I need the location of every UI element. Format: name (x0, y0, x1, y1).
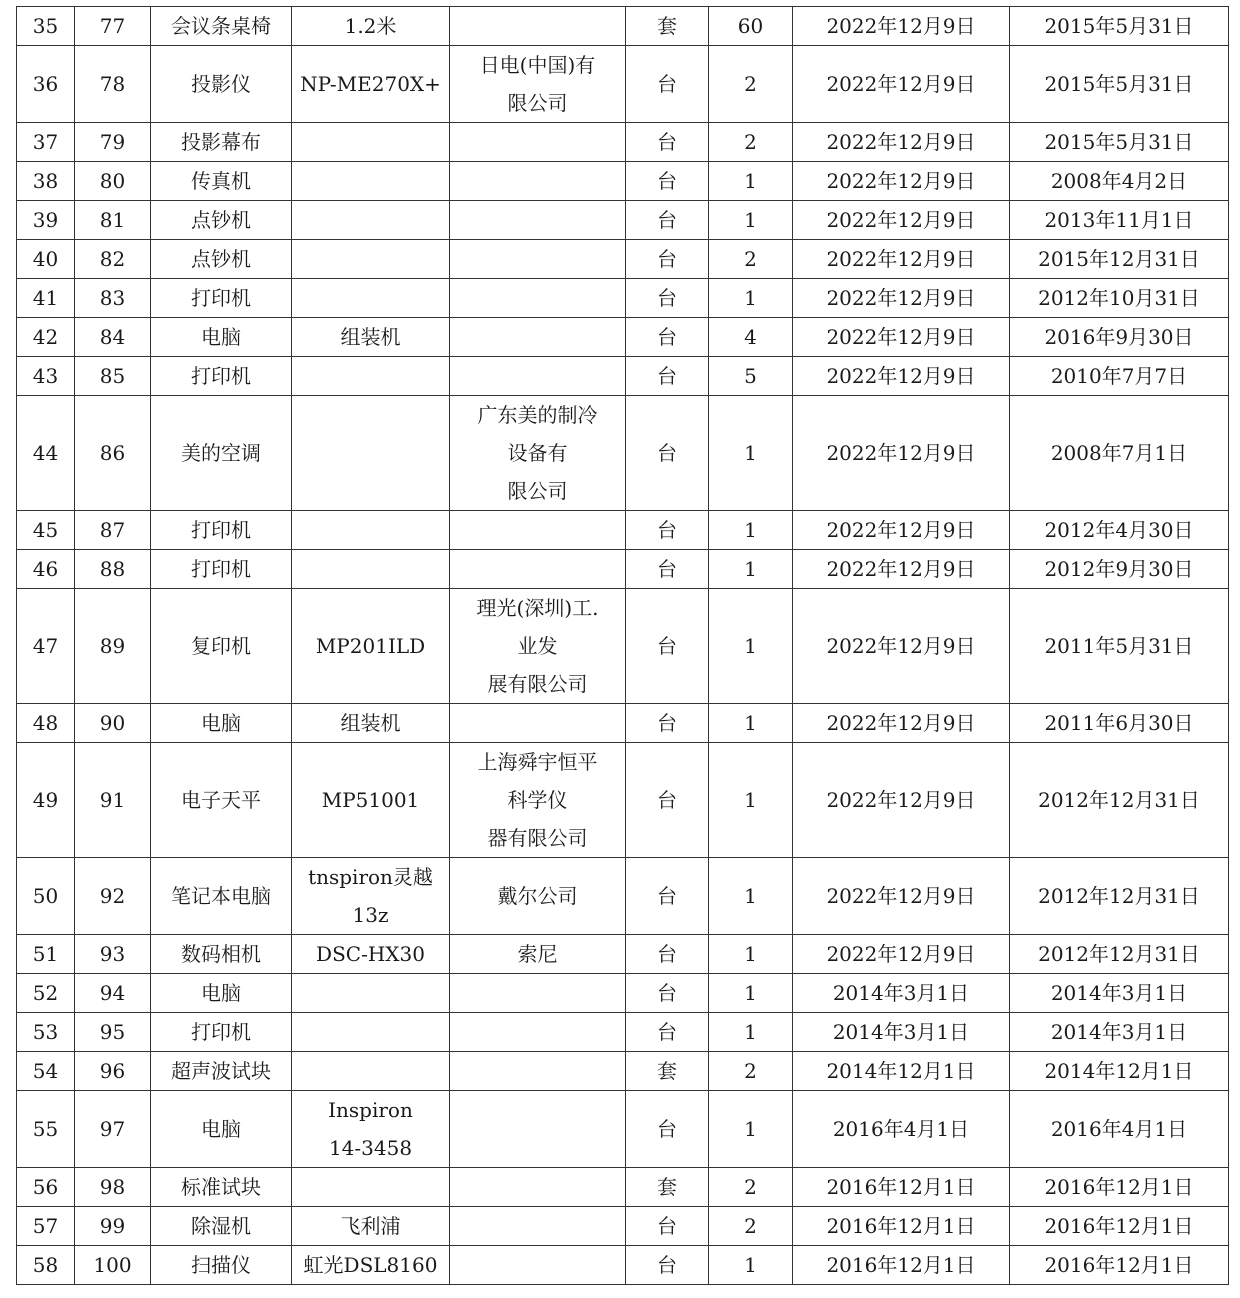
row-purchase-date-cell: 2012年12月31日 (1010, 858, 1229, 935)
row-quantity-cell: 1 (709, 1013, 793, 1052)
row-unit-cell: 台 (626, 279, 709, 318)
row-quantity-cell: 1 (709, 1246, 793, 1285)
row-maker-cell (450, 1052, 626, 1091)
row-model-cell: NP-ME270X+ (292, 46, 450, 123)
row-model-cell (292, 550, 450, 589)
row-model-cell (292, 279, 450, 318)
row-unit-cell: 台 (626, 1246, 709, 1285)
row-date-cell: 2014年3月1日 (793, 974, 1010, 1013)
row-purchase-date-cell: 2015年12月31日 (1010, 240, 1229, 279)
row-purchase-date-cell: 2016年12月1日 (1010, 1246, 1229, 1285)
row-name-cell: 传真机 (151, 162, 292, 201)
row-maker-cell (450, 1013, 626, 1052)
row-model-cell (292, 357, 450, 396)
table-row (17, 201, 1229, 240)
row-maker-cell: 索尼 (450, 935, 626, 974)
row-date-cell: 2022年12月9日 (793, 589, 1010, 704)
row-seq-cell: 58 (17, 1246, 75, 1285)
row-quantity-cell: 1 (709, 589, 793, 704)
row-seq-cell: 47 (17, 589, 75, 704)
row-purchase-date-cell: 2015年5月31日 (1010, 46, 1229, 123)
row-unit-cell: 台 (626, 162, 709, 201)
row-unit-cell: 台 (626, 974, 709, 1013)
row-seq-cell: 49 (17, 743, 75, 858)
row-maker-cell (450, 7, 626, 46)
row-purchase-date-cell: 2012年12月31日 (1010, 743, 1229, 858)
row-number-cell: 82 (75, 240, 151, 279)
row-purchase-date-cell: 2011年5月31日 (1010, 589, 1229, 704)
row-name-cell: 打印机 (151, 1013, 292, 1052)
row-seq-cell: 39 (17, 201, 75, 240)
row-name-cell: 除湿机 (151, 1207, 292, 1246)
row-purchase-date-cell: 2013年11月1日 (1010, 201, 1229, 240)
row-number-cell: 88 (75, 550, 151, 589)
table-row (17, 858, 1229, 935)
asset-table (16, 6, 1229, 1285)
table-row (17, 1168, 1229, 1207)
row-seq-cell: 52 (17, 974, 75, 1013)
row-quantity-cell: 1 (709, 279, 793, 318)
row-name-cell: 打印机 (151, 279, 292, 318)
row-date-cell: 2014年3月1日 (793, 1013, 1010, 1052)
row-model-cell (292, 201, 450, 240)
row-seq-cell: 35 (17, 7, 75, 46)
row-date-cell: 2016年12月1日 (793, 1246, 1010, 1285)
row-unit-cell: 台 (626, 550, 709, 589)
row-quantity-cell: 2 (709, 46, 793, 123)
row-purchase-date-cell: 2012年12月31日 (1010, 935, 1229, 974)
row-quantity-cell: 4 (709, 318, 793, 357)
row-name-cell: 电脑 (151, 704, 292, 743)
row-number-cell: 78 (75, 46, 151, 123)
row-maker-cell (450, 357, 626, 396)
row-model-cell: 1.2米 (292, 7, 450, 46)
row-unit-cell: 台 (626, 935, 709, 974)
row-unit-cell: 台 (626, 589, 709, 704)
row-name-cell: 数码相机 (151, 935, 292, 974)
row-number-cell: 79 (75, 123, 151, 162)
row-maker-cell: 广东美的制冷 设备有 限公司 (450, 396, 626, 511)
row-name-cell: 点钞机 (151, 240, 292, 279)
row-maker-cell: 理光(深圳)工. 业发 展有限公司 (450, 589, 626, 704)
row-number-cell: 85 (75, 357, 151, 396)
row-name-cell: 投影幕布 (151, 123, 292, 162)
row-purchase-date-cell: 2016年9月30日 (1010, 318, 1229, 357)
row-seq-cell: 37 (17, 123, 75, 162)
row-maker-cell (450, 201, 626, 240)
row-date-cell: 2022年12月9日 (793, 240, 1010, 279)
row-model-cell: 组装机 (292, 318, 450, 357)
row-quantity-cell: 2 (709, 1052, 793, 1091)
row-number-cell: 96 (75, 1052, 151, 1091)
row-number-cell: 90 (75, 704, 151, 743)
row-seq-cell: 48 (17, 704, 75, 743)
row-purchase-date-cell: 2012年4月30日 (1010, 511, 1229, 550)
row-unit-cell: 台 (626, 858, 709, 935)
row-date-cell: 2014年12月1日 (793, 1052, 1010, 1091)
row-purchase-date-cell: 2015年5月31日 (1010, 7, 1229, 46)
row-number-cell: 98 (75, 1168, 151, 1207)
row-quantity-cell: 2 (709, 1168, 793, 1207)
row-quantity-cell: 5 (709, 357, 793, 396)
row-purchase-date-cell: 2014年12月1日 (1010, 1052, 1229, 1091)
row-maker-cell (450, 550, 626, 589)
row-unit-cell: 台 (626, 318, 709, 357)
row-quantity-cell: 2 (709, 123, 793, 162)
row-number-cell: 86 (75, 396, 151, 511)
row-quantity-cell: 1 (709, 704, 793, 743)
row-quantity-cell: 2 (709, 1207, 793, 1246)
row-number-cell: 89 (75, 589, 151, 704)
row-name-cell: 打印机 (151, 550, 292, 589)
row-number-cell: 92 (75, 858, 151, 935)
table-row (17, 974, 1229, 1013)
table-row (17, 1091, 1229, 1168)
row-number-cell: 91 (75, 743, 151, 858)
row-quantity-cell: 60 (709, 7, 793, 46)
row-date-cell: 2022年12月9日 (793, 46, 1010, 123)
row-unit-cell: 套 (626, 7, 709, 46)
row-seq-cell: 56 (17, 1168, 75, 1207)
row-date-cell: 2022年12月9日 (793, 123, 1010, 162)
row-date-cell: 2022年12月9日 (793, 511, 1010, 550)
row-date-cell: 2022年12月9日 (793, 743, 1010, 858)
row-quantity-cell: 1 (709, 858, 793, 935)
row-purchase-date-cell: 2010年7月7日 (1010, 357, 1229, 396)
row-date-cell: 2016年12月1日 (793, 1207, 1010, 1246)
row-maker-cell (450, 704, 626, 743)
row-date-cell: 2022年12月9日 (793, 550, 1010, 589)
row-name-cell: 电脑 (151, 318, 292, 357)
table-row (17, 1013, 1229, 1052)
row-number-cell: 99 (75, 1207, 151, 1246)
row-maker-cell (450, 279, 626, 318)
table-row (17, 589, 1229, 704)
row-model-cell (292, 162, 450, 201)
row-number-cell: 77 (75, 7, 151, 46)
row-maker-cell (450, 511, 626, 550)
row-date-cell: 2022年12月9日 (793, 201, 1010, 240)
row-purchase-date-cell: 2016年12月1日 (1010, 1168, 1229, 1207)
table-row (17, 46, 1229, 123)
row-number-cell: 94 (75, 974, 151, 1013)
row-name-cell: 笔记本电脑 (151, 858, 292, 935)
row-model-cell (292, 1013, 450, 1052)
table-row (17, 1207, 1229, 1246)
row-purchase-date-cell: 2016年4月1日 (1010, 1091, 1229, 1168)
table-row (17, 935, 1229, 974)
table-row (17, 279, 1229, 318)
row-seq-cell: 55 (17, 1091, 75, 1168)
row-maker-cell (450, 1168, 626, 1207)
row-name-cell: 扫描仪 (151, 1246, 292, 1285)
row-number-cell: 81 (75, 201, 151, 240)
row-unit-cell: 台 (626, 123, 709, 162)
row-number-cell: 83 (75, 279, 151, 318)
row-purchase-date-cell: 2008年7月1日 (1010, 396, 1229, 511)
row-maker-cell: 戴尔公司 (450, 858, 626, 935)
table-row (17, 1052, 1229, 1091)
row-quantity-cell: 1 (709, 511, 793, 550)
table-row (17, 396, 1229, 511)
row-maker-cell (450, 1207, 626, 1246)
row-name-cell: 复印机 (151, 589, 292, 704)
row-name-cell: 点钞机 (151, 201, 292, 240)
row-date-cell: 2022年12月9日 (793, 7, 1010, 46)
row-model-cell: tnspiron灵越 13z (292, 858, 450, 935)
row-name-cell: 电脑 (151, 1091, 292, 1168)
row-name-cell: 会议条桌椅 (151, 7, 292, 46)
row-seq-cell: 51 (17, 935, 75, 974)
table-row (17, 318, 1229, 357)
row-seq-cell: 45 (17, 511, 75, 550)
row-date-cell: 2022年12月9日 (793, 858, 1010, 935)
row-maker-cell (450, 123, 626, 162)
table-row (17, 357, 1229, 396)
row-date-cell: 2022年12月9日 (793, 162, 1010, 201)
row-model-cell (292, 974, 450, 1013)
row-name-cell: 标准试块 (151, 1168, 292, 1207)
row-name-cell: 美的空调 (151, 396, 292, 511)
table-row (17, 162, 1229, 201)
row-purchase-date-cell: 2008年4月2日 (1010, 162, 1229, 201)
table-row (17, 123, 1229, 162)
row-model-cell: Inspiron 14-3458 (292, 1091, 450, 1168)
row-seq-cell: 54 (17, 1052, 75, 1091)
row-unit-cell: 台 (626, 704, 709, 743)
row-maker-cell (450, 1091, 626, 1168)
asset-table-sheet (16, 6, 1228, 1285)
table-row (17, 7, 1229, 46)
row-model-cell (292, 511, 450, 550)
row-model-cell (292, 240, 450, 279)
row-maker-cell (450, 318, 626, 357)
row-quantity-cell: 1 (709, 974, 793, 1013)
row-quantity-cell: 1 (709, 201, 793, 240)
row-date-cell: 2016年4月1日 (793, 1091, 1010, 1168)
row-purchase-date-cell: 2015年5月31日 (1010, 123, 1229, 162)
row-quantity-cell: 1 (709, 396, 793, 511)
row-model-cell (292, 396, 450, 511)
row-number-cell: 80 (75, 162, 151, 201)
row-date-cell: 2022年12月9日 (793, 357, 1010, 396)
row-unit-cell: 台 (626, 396, 709, 511)
table-row (17, 511, 1229, 550)
row-quantity-cell: 1 (709, 550, 793, 589)
row-seq-cell: 40 (17, 240, 75, 279)
row-number-cell: 84 (75, 318, 151, 357)
table-row (17, 240, 1229, 279)
row-name-cell: 电脑 (151, 974, 292, 1013)
table-row (17, 1246, 1229, 1285)
row-model-cell (292, 1052, 450, 1091)
row-number-cell: 87 (75, 511, 151, 550)
row-name-cell: 打印机 (151, 357, 292, 396)
row-unit-cell: 套 (626, 1052, 709, 1091)
row-seq-cell: 50 (17, 858, 75, 935)
row-unit-cell: 台 (626, 357, 709, 396)
row-seq-cell: 53 (17, 1013, 75, 1052)
row-quantity-cell: 1 (709, 935, 793, 974)
row-date-cell: 2022年12月9日 (793, 704, 1010, 743)
row-seq-cell: 42 (17, 318, 75, 357)
row-number-cell: 95 (75, 1013, 151, 1052)
row-quantity-cell: 1 (709, 162, 793, 201)
row-quantity-cell: 2 (709, 240, 793, 279)
row-seq-cell: 41 (17, 279, 75, 318)
row-unit-cell: 台 (626, 201, 709, 240)
row-name-cell: 超声波试块 (151, 1052, 292, 1091)
row-unit-cell: 台 (626, 1207, 709, 1246)
row-name-cell: 电子天平 (151, 743, 292, 858)
row-quantity-cell: 1 (709, 1091, 793, 1168)
row-name-cell: 投影仪 (151, 46, 292, 123)
row-model-cell: DSC-HX30 (292, 935, 450, 974)
row-date-cell: 2016年12月1日 (793, 1168, 1010, 1207)
row-purchase-date-cell: 2014年3月1日 (1010, 974, 1229, 1013)
row-maker-cell (450, 162, 626, 201)
table-row (17, 743, 1229, 858)
row-model-cell: 飞利浦 (292, 1207, 450, 1246)
row-seq-cell: 38 (17, 162, 75, 201)
row-purchase-date-cell: 2011年6月30日 (1010, 704, 1229, 743)
row-number-cell: 97 (75, 1091, 151, 1168)
row-maker-cell (450, 974, 626, 1013)
row-date-cell: 2022年12月9日 (793, 396, 1010, 511)
row-model-cell (292, 1168, 450, 1207)
row-seq-cell: 44 (17, 396, 75, 511)
row-unit-cell: 台 (626, 1013, 709, 1052)
table-row (17, 550, 1229, 589)
row-date-cell: 2022年12月9日 (793, 279, 1010, 318)
row-date-cell: 2022年12月9日 (793, 318, 1010, 357)
row-number-cell: 93 (75, 935, 151, 974)
row-model-cell: MP51001 (292, 743, 450, 858)
row-seq-cell: 43 (17, 357, 75, 396)
row-unit-cell: 台 (626, 46, 709, 123)
row-purchase-date-cell: 2012年10月31日 (1010, 279, 1229, 318)
asset-table-body (17, 7, 1229, 1285)
row-maker-cell: 日电(中国)有 限公司 (450, 46, 626, 123)
row-date-cell: 2022年12月9日 (793, 935, 1010, 974)
row-unit-cell: 套 (626, 1168, 709, 1207)
table-row (17, 704, 1229, 743)
row-maker-cell (450, 1246, 626, 1285)
row-unit-cell: 台 (626, 511, 709, 550)
row-name-cell: 打印机 (151, 511, 292, 550)
row-seq-cell: 36 (17, 46, 75, 123)
row-model-cell: 虹光DSL8160 (292, 1246, 450, 1285)
row-model-cell: MP201ILD (292, 589, 450, 704)
row-unit-cell: 台 (626, 743, 709, 858)
row-seq-cell: 46 (17, 550, 75, 589)
row-seq-cell: 57 (17, 1207, 75, 1246)
row-maker-cell: 上海舜宇恒平 科学仪 器有限公司 (450, 743, 626, 858)
row-unit-cell: 台 (626, 240, 709, 279)
row-number-cell: 100 (75, 1246, 151, 1285)
row-unit-cell: 台 (626, 1091, 709, 1168)
row-purchase-date-cell: 2016年12月1日 (1010, 1207, 1229, 1246)
row-model-cell (292, 123, 450, 162)
row-quantity-cell: 1 (709, 743, 793, 858)
row-purchase-date-cell: 2014年3月1日 (1010, 1013, 1229, 1052)
row-maker-cell (450, 240, 626, 279)
row-model-cell: 组装机 (292, 704, 450, 743)
row-purchase-date-cell: 2012年9月30日 (1010, 550, 1229, 589)
